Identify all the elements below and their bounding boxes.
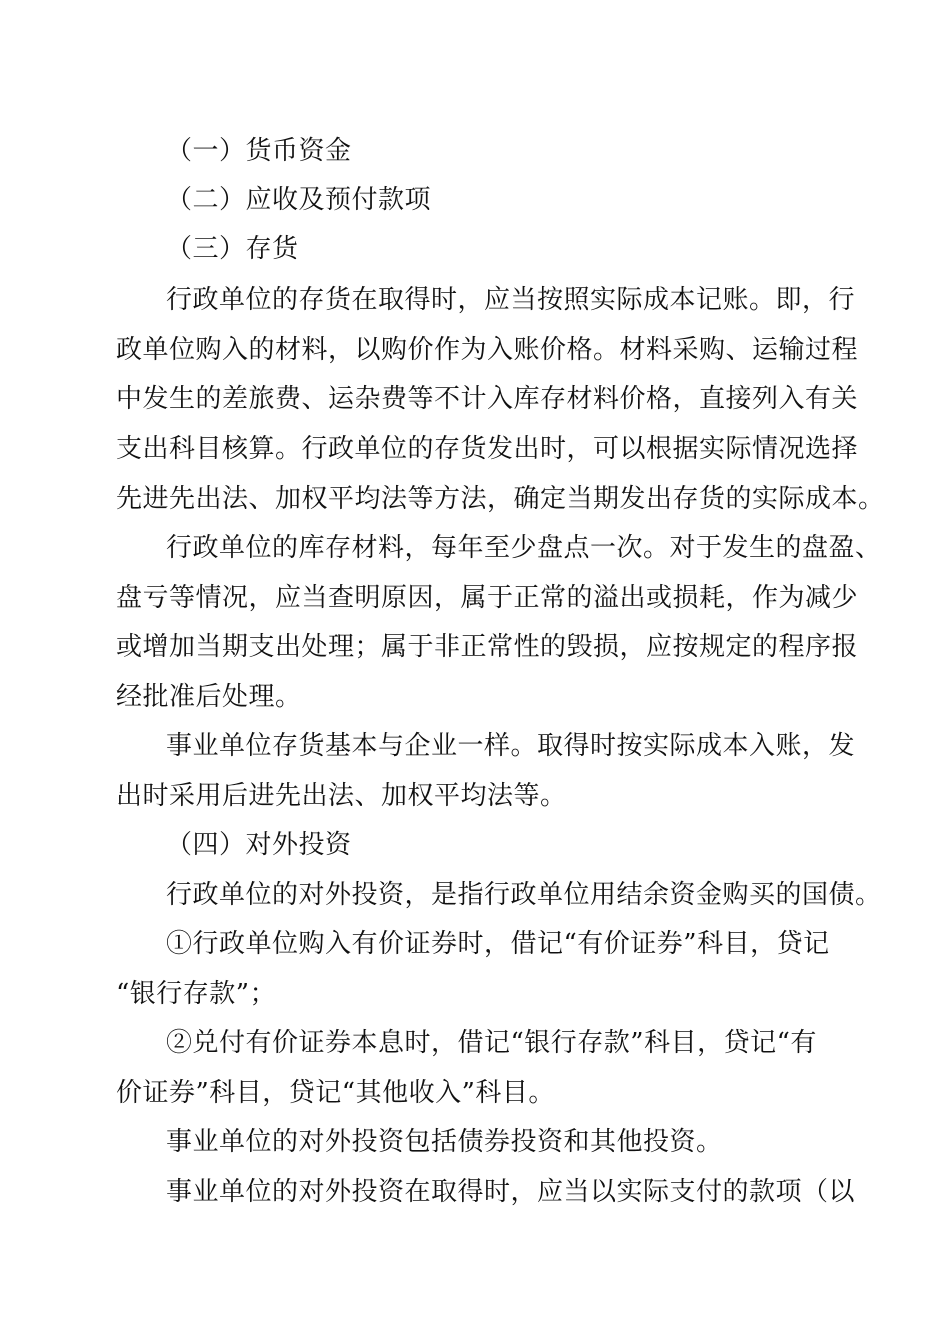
paragraph-line: ②兑付有价证券本息时，借记“银行存款”科目，贷记“有 xyxy=(166,1028,817,1058)
paragraph-line: 价证券”科目，贷记“其他收入”科目。 xyxy=(116,1078,555,1108)
paragraph-line: 支出科目核算。行政单位的存货发出时，可以根据实际情况选择 xyxy=(116,434,859,464)
paragraph-line: 事业单位的对外投资在取得时，应当以实际支付的款项（以 xyxy=(166,1177,856,1207)
paragraph-line: 出时采用后进先出法、加权平均法等。 xyxy=(116,781,567,811)
paragraph-line: 盘亏等情况，应当查明原因，属于正常的溢出或损耗，作为减少 xyxy=(116,583,859,613)
paragraph-line: 事业单位的对外投资包括债券投资和其他投资。 xyxy=(166,1127,723,1157)
section-heading-receivables-prepayments: （二）应收及预付款项 xyxy=(166,185,432,215)
section-heading-monetary-funds: （一）货币资金 xyxy=(166,136,352,166)
paragraph-line: 政单位购入的材料，以购价作为入账价格。材料采购、运输过程 xyxy=(116,335,859,365)
paragraph-line: 中发生的差旅费、运杂费等不计入库存材料价格，直接列入有关 xyxy=(116,384,859,414)
paragraph-line: 行政单位的存货在取得时，应当按照实际成本记账。即，行 xyxy=(166,285,856,315)
section-heading-external-investment: （四）对外投资 xyxy=(166,830,352,860)
paragraph-line: 经批准后处理。 xyxy=(116,682,302,712)
paragraph-line: 事业单位存货基本与企业一样。取得时按实际成本入账，发 xyxy=(166,731,856,761)
paragraph-line: 先进先出法、加权平均法等方法，确定当期发出存货的实际成本。 xyxy=(116,484,885,514)
paragraph-line: ①行政单位购入有价证券时，借记“有价证券”科目，贷记 xyxy=(166,929,830,959)
paragraph-line: 或增加当期支出处理；属于非正常性的毁损，应按规定的程序报 xyxy=(116,632,859,662)
paragraph-line: “银行存款”； xyxy=(116,979,277,1009)
section-heading-inventory: （三）存货 xyxy=(166,234,299,264)
paragraph-line: 行政单位的对外投资，是指行政单位用结余资金购买的国债。 xyxy=(166,880,882,910)
paragraph-line: 行政单位的库存材料，每年至少盘点一次。对于发生的盘盈、 xyxy=(166,533,882,563)
